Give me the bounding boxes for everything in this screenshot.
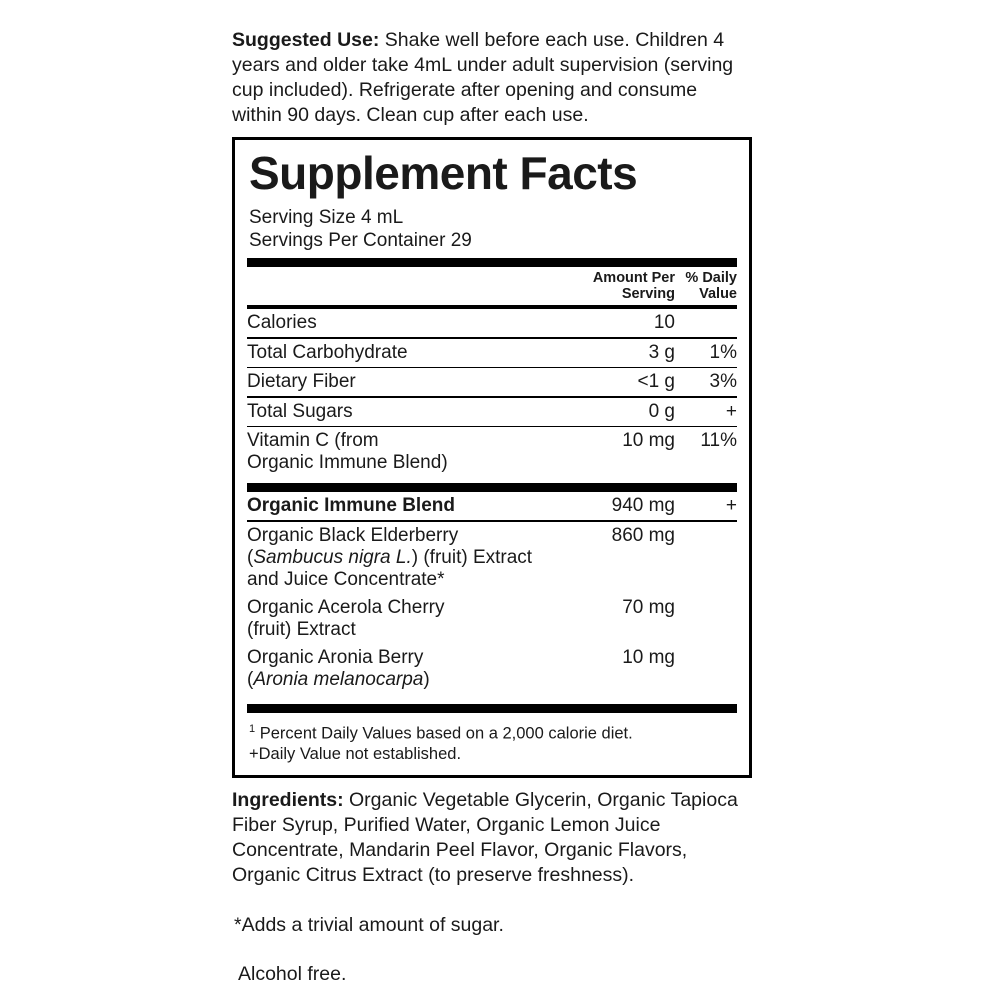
row-dv-dietary-fiber: 3% xyxy=(709,371,737,392)
blend-item-acerola-amount: 70 mg xyxy=(622,596,675,618)
footnote-daily-value-text: Percent Daily Values based on a 2,000 calorie diet. xyxy=(259,724,633,742)
panel-title: Supplement Facts xyxy=(249,147,638,199)
label-content xyxy=(232,28,752,987)
table-row xyxy=(247,522,737,594)
row-dv-vitamin-c: 11% xyxy=(700,430,737,451)
row-amount-calories: 10 xyxy=(653,312,675,333)
blend-item-aronia-line2 xyxy=(247,669,545,691)
blend-item-acerola-line1: Organic Acerola Cherry xyxy=(247,596,445,618)
blend-table xyxy=(247,492,737,694)
header-amount-line2: Serving xyxy=(621,286,675,302)
row-name-vitamin-c-line1: Vitamin C (from xyxy=(247,430,379,451)
blend-item-acerola xyxy=(247,594,545,644)
header-blank xyxy=(247,267,545,305)
table-row xyxy=(247,398,737,426)
table-row xyxy=(247,492,737,520)
header-amount-line1: Amount Per xyxy=(592,270,675,286)
panel-rule-thick-top xyxy=(247,258,737,267)
blend-item-elderberry-dv xyxy=(675,522,737,594)
blend-item-acerola-dv xyxy=(675,594,737,644)
blend-amount: 940 mg xyxy=(611,495,675,516)
blend-item-elderberry-line3: and Juice Concentrate* xyxy=(247,568,445,590)
panel-rule-thick-blend xyxy=(247,483,737,492)
blend-item-elderberry-line2 xyxy=(247,547,545,569)
header-dv-line2: Value xyxy=(699,286,737,302)
paren-close: ) xyxy=(423,668,430,690)
serving-size: Serving Size 4 mL xyxy=(249,207,404,228)
row-amount-total-sugars: 0 g xyxy=(648,400,675,422)
blend-item-elderberry xyxy=(247,522,545,594)
panel-rule-thick-bottom xyxy=(247,704,737,713)
row-name-calories: Calories xyxy=(247,312,317,333)
alcohol-note: Alcohol free. xyxy=(238,963,347,985)
suggested-use-label: Suggested Use: xyxy=(232,29,380,51)
row-amount-vitamin-c: 10 mg xyxy=(622,430,675,451)
suggested-use-paragraph xyxy=(232,28,752,128)
blend-item-elderberry-latin: Sambucus nigra L. xyxy=(253,546,412,568)
blend-name: Organic Immune Blend xyxy=(247,495,455,516)
header-dv-line1: % Daily xyxy=(685,270,737,286)
table-header-row xyxy=(247,267,737,305)
row-dv-calories xyxy=(675,309,737,337)
blend-item-aronia xyxy=(247,644,545,694)
footnote-not-established: +Daily Value not established. xyxy=(249,745,462,763)
row-dv-total-carbohydrate: 1% xyxy=(709,341,737,363)
blend-item-elderberry-amount: 860 mg xyxy=(611,524,675,546)
row-dv-total-sugars: + xyxy=(725,400,737,422)
supplement-facts-panel xyxy=(232,137,752,778)
servings-per-container: Servings Per Container 29 xyxy=(249,230,472,251)
header-daily-value xyxy=(675,267,737,305)
suggested-use-text: Shake well before each use. Children 4 years and older take 4mL under adult supervision (serving cup included). Refrigerate after opening and consume within 90 days. Clean cup after each use. xyxy=(232,29,734,126)
table-row xyxy=(247,644,737,694)
blend-item-elderberry-line2-rest: ) (fruit) Extract xyxy=(411,546,533,568)
table-row xyxy=(247,309,737,337)
blend-item-acerola-line2: (fruit) Extract xyxy=(247,618,356,640)
row-name-total-carbohydrate: Total Carbohydrate xyxy=(247,341,408,363)
blend-item-aronia-latin: Aronia melanocarpa xyxy=(253,668,424,690)
blend-dv: + xyxy=(725,495,737,516)
table-row xyxy=(247,339,737,367)
blend-item-aronia-dv xyxy=(675,644,737,694)
blend-item-elderberry-line1: Organic Black Elderberry xyxy=(247,524,459,546)
row-amount-dietary-fiber: <1 g xyxy=(637,371,675,392)
paren-open: ( xyxy=(247,546,254,568)
row-name-total-sugars: Total Sugars xyxy=(247,400,353,422)
ingredients-text: Organic Vegetable Glycerin, Organic Tapioca Fiber Syrup, Purified Water, Organic Lemon Juice Concentrate, Mandarin Peel Flavor, Organic Flavors, Organic Citrus Extract (to preserve freshness). xyxy=(232,789,738,886)
row-name-vitamin-c xyxy=(247,427,545,477)
table-row xyxy=(247,427,737,477)
header-amount-per-serving xyxy=(545,267,675,305)
sugar-note: *Adds a trivial amount of sugar. xyxy=(234,914,504,936)
row-amount-total-carbohydrate: 3 g xyxy=(648,341,675,363)
nutrition-table xyxy=(247,267,737,477)
paren-open: ( xyxy=(247,668,254,690)
ingredients-paragraph xyxy=(232,788,752,888)
blend-item-aronia-amount: 10 mg xyxy=(622,646,675,668)
row-name-dietary-fiber: Dietary Fiber xyxy=(247,371,356,392)
ingredients-label: Ingredients: xyxy=(232,789,344,811)
footnote-daily-value xyxy=(249,719,737,745)
row-name-vitamin-c-line2: Organic Immune Blend) xyxy=(247,452,448,473)
footnote-marker: 1 xyxy=(249,722,256,735)
table-row xyxy=(247,594,737,644)
table-row xyxy=(247,368,737,396)
blend-item-aronia-line1: Organic Aronia Berry xyxy=(247,646,424,668)
